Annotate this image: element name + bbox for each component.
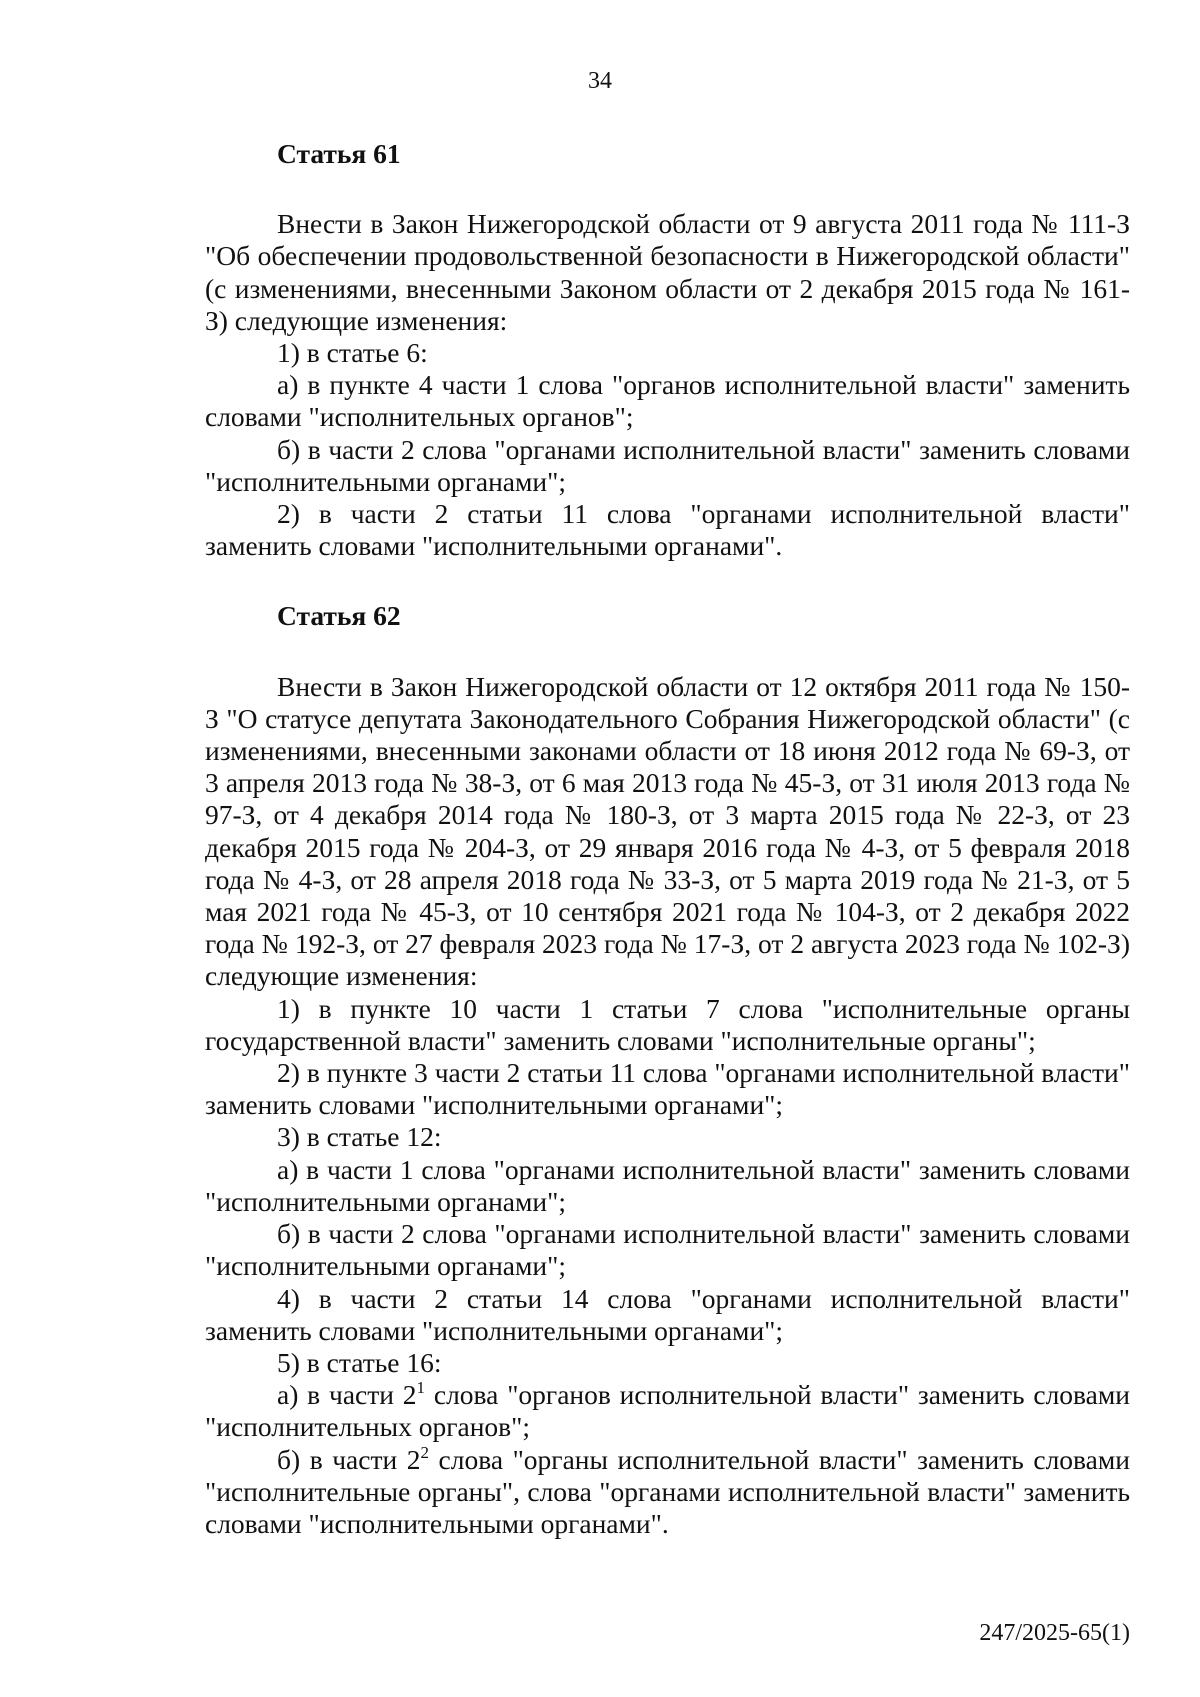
item-5b-text: слова "органы исполнительной власти" заменить словами "исполнительные органы", слова "органами исполнительной власти" заменить словами "исполнительными органами". bbox=[205, 1443, 1130, 1539]
item-5a-prefix: а) в части 2 bbox=[277, 1379, 417, 1411]
article-61-item-2: 2) в части 2 статьи 11 слова "органами исполнительной власти" заменить словами "исполнительными органами". bbox=[205, 498, 1130, 562]
article-62-item-3b: б) в части 2 слова "органами исполнительной власти" заменить словами "исполнительными органами"; bbox=[205, 1218, 1130, 1282]
item-5b-prefix: б) в части 2 bbox=[277, 1443, 421, 1475]
article-61-intro: Внести в Закон Нижегородской области от 9 августа 2011 года № 111-З "Об обеспечении продовольственной безопасности в Нижегородской области" (с изменениями, внесенными Законом области от 2 декабря 2015 года № 161-З) следующие изменения: bbox=[205, 208, 1130, 336]
article-61-item-1: 1) в статье 6: bbox=[277, 337, 428, 369]
article-61-item-1b: б) в части 2 слова "органами исполнительной власти" заменить словами "исполнительными органами"; bbox=[205, 433, 1130, 497]
article-62-title: Статья 62 bbox=[277, 600, 401, 632]
document-code: 247/2025-65(1) bbox=[979, 1620, 1130, 1646]
item-5a-superscript: 1 bbox=[416, 1378, 426, 1398]
article-62-item-3: 3) в статье 12: bbox=[277, 1121, 442, 1153]
article-62-item-2: 2) в пункте 3 части 2 статьи 11 слова "органами исполнительной власти" заменить словами "исполнительными органами"; bbox=[205, 1057, 1130, 1121]
article-62-item-1: 1) в пункте 10 части 1 статьи 7 слова "исполнительные органы государственной власти" заменить словами "исполнительные органы"; bbox=[205, 992, 1130, 1056]
article-62-item-5b bbox=[205, 1444, 1130, 1541]
article-62-item-5: 5) в статье 16: bbox=[277, 1346, 442, 1378]
item-5b-superscript: 2 bbox=[420, 1442, 429, 1462]
page-number: 34 bbox=[588, 68, 612, 94]
article-62-item-4: 4) в части 2 статьи 14 слова "органами исполнительной власти" заменить словами "исполнительными органами"; bbox=[205, 1282, 1130, 1346]
article-62-intro: Внести в Закон Нижегородской области от 12 октября 2011 года № 150-З "О статусе депутата Законодательного Собрания Нижегородской области" (с изменениями, внесенными законами области от 18 июня 2012 года № 69-З, от 3 апреля 2013 года № 38-З, от 6 мая 2013 года № 45-З, от 31 июля 2013 года № 97-З, от 4 декабря 2014 года № 180-З, от 3 марта 2015 года № 22-З, от 23 декабря 2015 года № 204-З, от 29 января 2016 года № 4-З, от 5 февраля 2018 года № 4-З, от 28 апреля 2018 года № 33-З, от 5 марта 2019 года № 21-З, от 5 мая 2021 года № 45-З, от 10 сентября 2021 года № 104-З, от 2 декабря 2022 года № 192-З, от 27 февраля 2023 года № 17-З, от 2 августа 2023 года № 102-З) следующие изменения: bbox=[205, 670, 1130, 992]
article-62-item-3a: а) в части 1 слова "органами исполнительной власти" заменить словами "исполнительными органами"; bbox=[205, 1153, 1130, 1217]
article-61-title: Статья 61 bbox=[277, 138, 401, 169]
document-body bbox=[205, 138, 1130, 1540]
item-5a-text: слова "органов исполнительной власти" заменить словами "исполнительных органов"; bbox=[205, 1379, 1131, 1443]
article-62-item-5a bbox=[205, 1379, 1130, 1443]
article-61-item-1a: а) в пункте 4 части 1 слова "органов исполнительной власти" заменить словами "исполнительных органов"; bbox=[205, 369, 1130, 433]
